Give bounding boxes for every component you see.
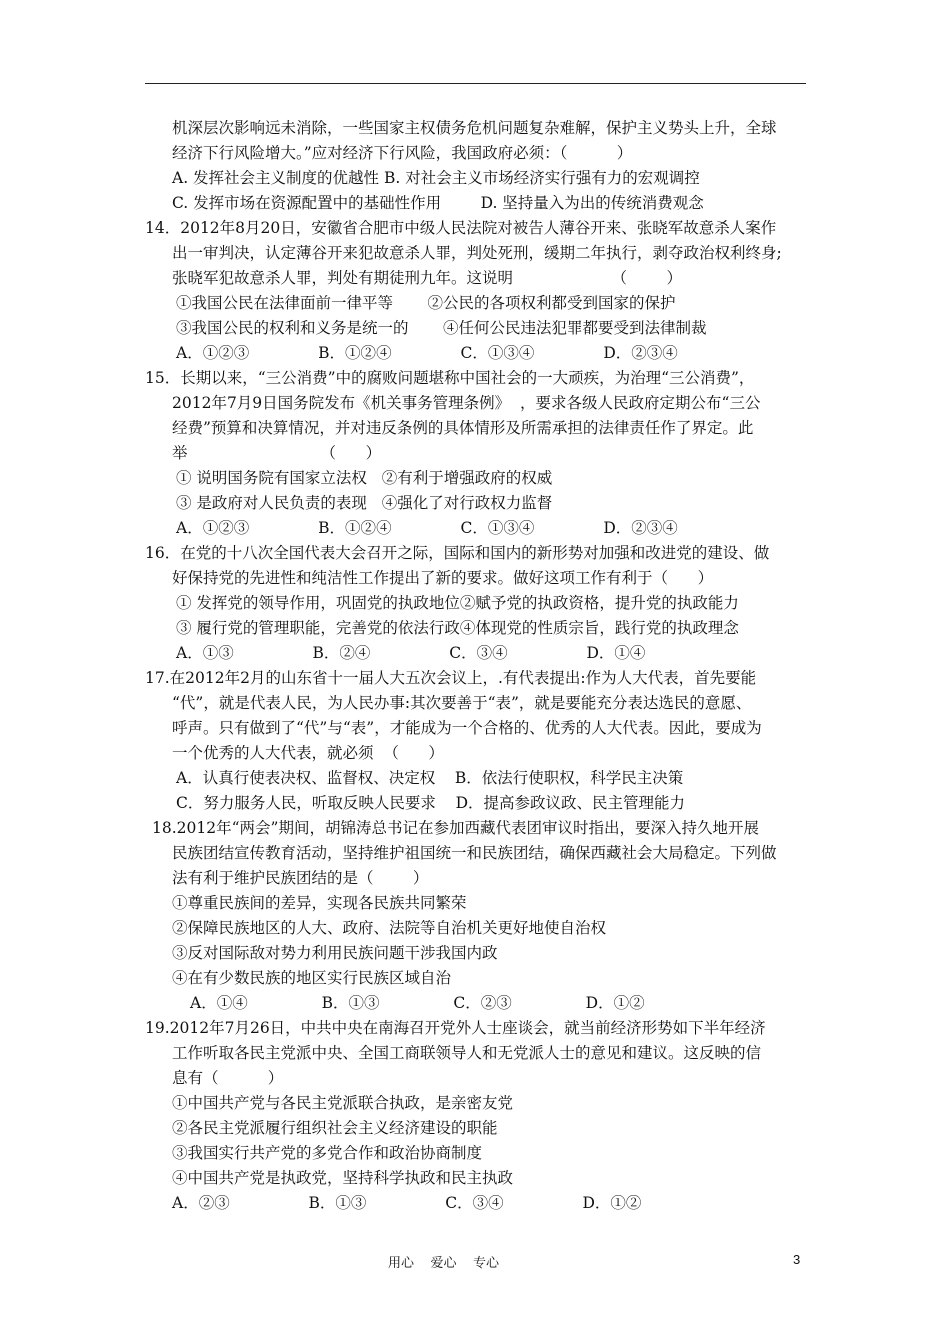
text-line: A．①③ B．②④ C．③④ D．①④ [176, 644, 646, 662]
text-line: 工作听取各民主党派中央、全国工商联领导人和无党派人士的意见和建议。这反映的信 [172, 1044, 762, 1062]
text-line: C. 发挥市场在资源配置中的基础性作用 D. 坚持量入为出的传统消费观念 [172, 194, 704, 212]
text-line: 出一审判决，认定薄谷开来犯故意杀人罪，判处死刑，缓期二年执行，剥夺政治权利终身; [172, 244, 782, 262]
header-rule [145, 83, 806, 84]
text-line: 经济下行风险增大。”应对经济下行风险，我国政府必须：（ ） [172, 144, 633, 162]
text-line: ③我国公民的权利和义务是统一的 ④任何公民违法犯罪都要受到法律制裁 [176, 319, 707, 337]
text-line: A．①④ B．①③ C．②③ D．①② [190, 994, 645, 1012]
page-number: 3 [793, 1252, 801, 1267]
text-line: ③ 是政府对人民负责的表现 ④强化了对行政权力监督 [176, 494, 553, 512]
text-line: “代”，就是代表人民，为人民办事:其次要善于“表”，就是要能充分表达选民的意愿、 [172, 694, 752, 712]
text-line: ③ 履行党的管理职能，完善党的依法行政④体现党的性质宗旨，践行党的执政理念 [176, 619, 739, 637]
text-line: A．①②③ B．①②④ C．①③④ D．②③④ [176, 519, 678, 537]
text-line: 一个优秀的人大代表，就必须 （ ） [172, 744, 444, 762]
text-line: ②各民主党派履行组织社会主义经济建设的职能 [172, 1119, 498, 1137]
text-line: 16．在党的十八次全国代表大会召开之际，国际和国内的新形势对加强和改进党的建设、做 [145, 544, 770, 562]
text-line: 19.2012年7月26日，中共中央在南海召开党外人士座谈会，就当前经济形势如下半年经济 [145, 1019, 766, 1037]
text-line: A. 发挥社会主义制度的优越性 B. 对社会主义市场经济实行强有力的宏观调控 [172, 169, 700, 187]
text-line: ③反对国际敌对势力利用民族问题干涉我国内政 [172, 944, 498, 962]
text-line: 举 （ ） [172, 444, 382, 462]
text-line: 机深层次影响远未消除，一些国家主权债务危机问题复杂难解，保护主义势头上升，全球 [172, 119, 777, 137]
footer-motto: 用心 爱心 专心 [388, 1256, 500, 1271]
text-line: 息有（ ） [172, 1069, 284, 1087]
text-line: ③我国实行共产党的多党合作和政治协商制度 [172, 1144, 483, 1162]
text-line: 民族团结宣传教育活动，坚持维护祖国统一和民族团结，确保西藏社会大局稳定。下列做 [172, 844, 777, 862]
text-line: ②保障民族地区的人大、政府、法院等自治机关更好地使自治权 [172, 919, 607, 937]
text-line: ① 发挥党的领导作用，巩固党的执政地位②赋予党的执政资格，提升党的执政能力 [176, 594, 739, 612]
text-line: 呼声。只有做到了“代”与“表”，才能成为一个合格的、优秀的人大代表。因此，要成为 [172, 719, 762, 737]
text-line: ④中国共产党是执政党，坚持科学执政和民主执政 [172, 1169, 514, 1187]
text-line: ①中国共产党与各民主党派联合执政，是亲密友党 [172, 1094, 514, 1112]
text-line: 好保持党的先进性和纯洁性工作提出了新的要求。做好这项工作有利于（ ） [172, 569, 714, 587]
text-line: ①尊重民族间的差异，实现各民族共同繁荣 [172, 894, 467, 912]
text-line: 14．2012年8月20日，安徽省合肥市中级人民法院对被告人薄谷开来、张晓军故意杀人案作 [145, 219, 777, 237]
text-line: ①我国公民在法律面前一律平等 ②公民的各项权利都受到国家的保护 [176, 294, 676, 312]
text-line: C．努力服务人民，听取反映人民要求 D．提高参政议政、民主管理能力 [176, 794, 685, 812]
text-line: 15．长期以来，“三公消费”中的腐败问题堪称中国社会的一大顽疾，为治理“三公消费”， [145, 369, 755, 387]
text-line: 17.在2012年2月的山东省十一届人大五次会议上，.有代表提出:作为人大代表，首先要能 [145, 669, 757, 687]
text-line: 2012年7月9日国务院发布《机关事务管理条例》 ，要求各级人民政府定期公布“三公 [172, 394, 761, 412]
text-line: ① 说明国务院有国家立法权 ②有利于增强政府的权威 [176, 469, 553, 487]
text-line: A．认真行使表决权、监督权、决定权 B．依法行使职权，科学民主决策 [176, 769, 684, 787]
text-line: A．①②③ B．①②④ C．①③④ D．②③④ [176, 344, 678, 362]
text-line: ④在有少数民族的地区实行民族区域自治 [172, 969, 452, 987]
text-line: 法有利于维护民族团结的是（ ） [172, 869, 429, 887]
text-line: A．②③ B．①③ C．③④ D．①② [172, 1194, 642, 1212]
text-line: 经费”预算和决算情况，并对违反条例的具体情形及所需承担的法律责任作了界定。此 [172, 419, 754, 437]
text-line: 18.2012年“两会”期间，胡锦涛总书记在参加西藏代表团审议时指出，要深入持久地开展 [152, 819, 759, 837]
text-line: 张晓军犯故意杀人罪，判处有期徒刑九年。这说明 （ ） [172, 269, 682, 287]
